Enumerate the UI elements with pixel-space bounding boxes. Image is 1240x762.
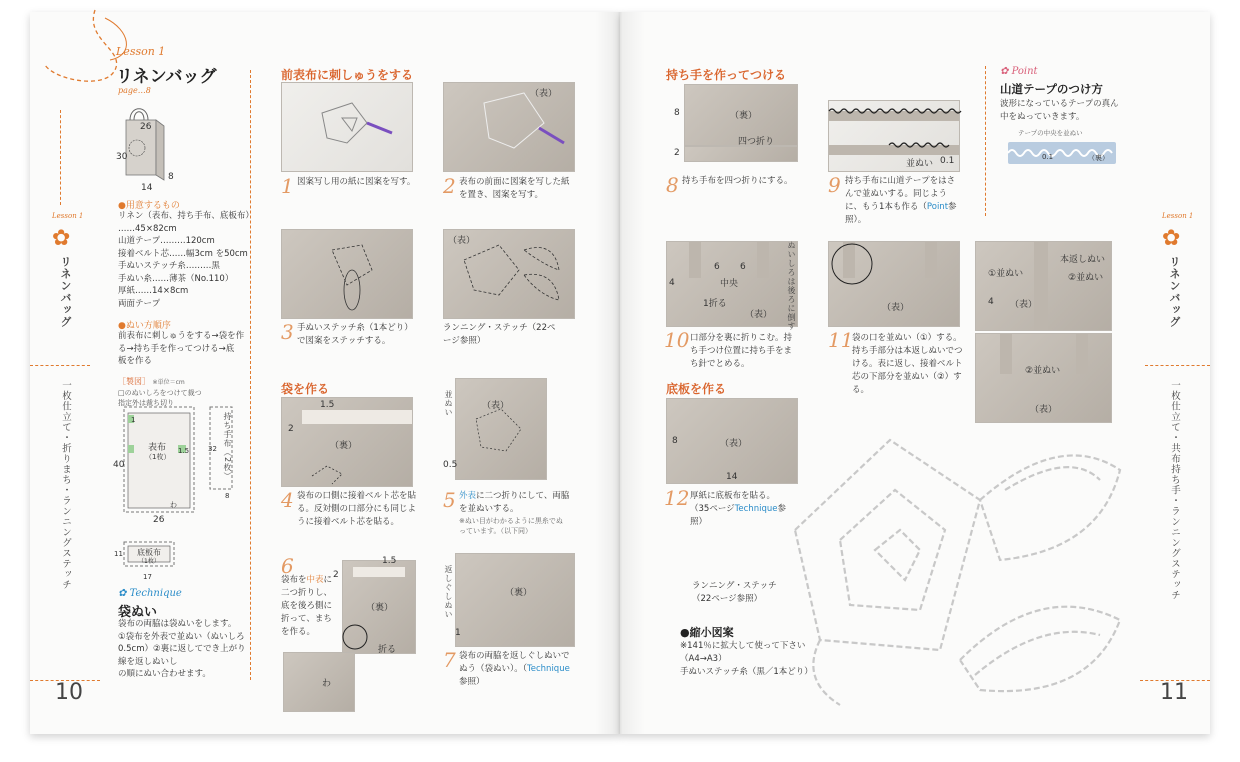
step-number: 5	[443, 488, 456, 512]
running-stitch-label: ランニング・ステッチ （22ページ参照）	[692, 581, 777, 604]
step-1-caption: 図案写し用の紙に図案を写す。	[297, 177, 416, 187]
pattern-seam-15: 1.5	[178, 447, 190, 455]
bag-dim-height: 30	[116, 152, 128, 162]
bag-dim-top: 26	[140, 122, 152, 132]
side-lesson-label: Lesson 1	[1162, 212, 1194, 220]
detail-circle	[830, 242, 874, 286]
step-11-a: ①並ぬい	[988, 269, 1024, 279]
page-reference: page…8	[118, 86, 151, 95]
step-2-caption: 表布の前面に図案を写した紙を置き、図案を写す。	[459, 177, 570, 200]
step-5-side: 並ぬい	[444, 390, 453, 417]
step-4-caption: 袋布の口側に接着ベルト芯を貼る。反対側の口部分にも同じように接着ベルト芯を貼る。	[297, 491, 417, 527]
pattern-width: 26	[153, 515, 165, 525]
step-3-result-label: （表）	[448, 236, 476, 246]
bottom-width: 17	[143, 573, 152, 581]
step-2-label: （表）	[530, 89, 558, 99]
pattern-body-label: 表布	[148, 443, 167, 453]
point-title: 山道テープのつけ方	[1000, 82, 1103, 96]
step-4-m2: 2	[288, 424, 294, 434]
pattern-seam-1: 1	[131, 416, 136, 424]
step-8-fold-photo	[684, 146, 798, 162]
step-5-caption: 外表に二つ折りにして、両脇を並ぬいする。	[459, 491, 570, 514]
step-8-fold: 四つ折り	[738, 137, 775, 147]
materials-heading: ●用意するもの	[118, 201, 180, 211]
side-lesson-label: Lesson 1	[52, 212, 84, 220]
step-11-back: 本返しぬい	[1060, 255, 1106, 265]
step-3-result-caption: ランニング・ステッチ（22ページ参照）	[443, 323, 556, 346]
step-6-m2: 2	[333, 570, 339, 580]
material-item: 手ぬい糸……薄茶（No.110）	[118, 273, 234, 284]
step-5-note: ※ぬい目がわかるように黒糸でぬっています。（以下同）	[459, 517, 563, 535]
side-divider-h	[1145, 365, 1210, 366]
step-number: 1	[281, 174, 294, 198]
bottom-count: （1枚）	[138, 558, 160, 565]
step-10-center: 中央	[720, 279, 739, 289]
step-4-m1: 1.5	[320, 400, 335, 410]
point-text: 波形になっているテープの真ん 中をぬっていきます。	[1000, 99, 1119, 122]
point-tape-margin: 0.1	[1042, 153, 1054, 161]
pattern-legend: □のぬいしろをつけて裁つ 指定外は裁ち切り	[118, 389, 202, 407]
step-12-m14: 14	[726, 472, 738, 482]
step-10-fold: 1折る	[703, 299, 727, 309]
page-title: リネンバッグ	[116, 67, 217, 87]
step-10-m6a: 6	[714, 262, 720, 272]
materials-list	[118, 210, 254, 310]
detail-circle	[340, 622, 370, 652]
material-item: 接着ベルト芯……幅3cm を50cm	[118, 248, 248, 259]
side-divider	[60, 110, 61, 205]
step-7-photo	[455, 553, 575, 647]
pattern-body-count: （1枚）	[145, 453, 171, 461]
step-11-b: ②並ぬい	[1068, 273, 1104, 283]
step-11-b2: ②並ぬい	[1025, 366, 1061, 376]
section-heading-bag: 袋を作る	[281, 382, 330, 396]
side-subtitle: 一枚仕立て・折りまち・ランニングステッチ	[60, 380, 71, 590]
step-6-wa: わ	[322, 679, 332, 689]
step-11-m4: 4	[988, 297, 994, 307]
technique-text: 袋布の両脇は袋ぬいをします。 ①袋布を外表で並ぬい（ぬいしろ 0.5cm）②裏に返してでき上がり 線を返しぬいし の順にぬい合わせます。	[118, 619, 246, 679]
material-item: 山道テープ………120cm	[118, 236, 215, 246]
material-item: 両面テープ	[118, 298, 161, 309]
lesson-label: Lesson 1	[116, 45, 166, 58]
step-11-label2: （表）	[1030, 405, 1058, 415]
point-tape-label: テープの中央を並ぬい	[1018, 129, 1083, 137]
step-1-photo	[281, 82, 413, 172]
step-4-label: （裏）	[330, 441, 358, 451]
step-6-detail-photo	[283, 652, 355, 712]
step-10-m6b: 6	[740, 262, 746, 272]
step-7-label: （裏）	[505, 588, 533, 598]
step-9-margin: 0.1	[940, 156, 955, 166]
column-divider	[250, 70, 251, 680]
step-11-label: （表）	[882, 303, 910, 313]
pattern-fold-mark: わ	[170, 501, 177, 509]
section-heading-handles: 持ち手を作ってつける	[666, 68, 787, 82]
flower-icon: ✿	[118, 588, 127, 599]
bottom-label: 底板布	[137, 548, 161, 557]
point-divider	[985, 66, 986, 216]
step-10-label: （表）	[745, 310, 773, 320]
step-number: 8	[666, 173, 679, 197]
step-5-margin: 0.5	[443, 460, 458, 470]
step-number: 9	[828, 173, 841, 197]
material-item: ……45×82cm	[118, 223, 177, 234]
flower-icon: ✿	[1000, 66, 1009, 77]
section-heading-bottom: 底板を作る	[666, 382, 727, 396]
step-number: 4	[281, 488, 294, 512]
step-12-m8: 8	[672, 436, 678, 446]
step-number: 3	[281, 320, 294, 344]
step-7-caption: 袋布の両脇を返しぐしぬいでぬう（袋ぬい）。（Technique参照）	[459, 651, 570, 687]
page-number: 11	[1160, 680, 1188, 705]
step-3-caption: 手ぬいステッチ糸（1本どり）で図案をステッチする。	[297, 323, 413, 346]
step-9-stitch: 並ぬい	[906, 159, 934, 169]
page-number: 10	[55, 680, 83, 705]
side-title: リネンバッグ	[1168, 256, 1181, 328]
step-6-m1: 1.5	[382, 556, 397, 566]
step-10-caption: 口部分を裏に折りこむ。持ち手つけ位置に持ち手をまち針でとめる。	[690, 333, 793, 369]
step-number: 12	[664, 486, 690, 510]
step-8-label: （裏）	[730, 111, 758, 121]
bag-illustration	[110, 100, 190, 190]
embroidery-pattern	[780, 410, 1140, 720]
pattern-handle-label: 持ち手布（2枚）	[223, 412, 232, 482]
step-10-side: ぬいしろは後ろに倒す	[787, 241, 796, 331]
step-number: 7	[443, 648, 456, 672]
step-11-detail-label: （表）	[1010, 300, 1038, 310]
pattern-height: 40	[113, 460, 125, 470]
side-divider-h	[30, 365, 90, 366]
pattern-heading: ［製図］ ※単位＝cm	[118, 377, 185, 386]
point-badge: ✿ Point	[1000, 66, 1038, 77]
step-number: 10	[664, 328, 690, 352]
step-9-caption: 持ち手布に山道テープをはさんで並ぬいする。同じように、もう1本も作る（Point参照）。	[845, 176, 957, 225]
step-12-caption: 厚紙に底板布を貼る。（35ページTechnique参照）	[690, 491, 786, 527]
step-6-fold: 折る	[378, 645, 397, 655]
material-item: 手ぬいステッチ糸………黒	[118, 261, 220, 271]
step-number: 2	[443, 174, 456, 198]
step-10-m4: 4	[669, 278, 675, 288]
pattern-handle-width: 8	[225, 492, 230, 500]
bag-dim-depth: 8	[168, 172, 174, 182]
step-5-photo	[455, 378, 547, 480]
side-title: リネンバッグ	[59, 256, 72, 328]
section-heading-embroidery: 前表布に刺しゅうをする	[281, 68, 414, 82]
step-11-caption: 袋の口を並ぬい（①）する。持ち手部分は本返しぬいでつける。表に返し、接着ベルト芯の下部分を並ぬい（②）する。	[852, 333, 963, 395]
step-8-caption: 持ち手布を四つ折りにする。	[682, 176, 793, 186]
flower-icon: ✿	[52, 226, 71, 251]
order-heading: ●ぬい方順序	[118, 321, 171, 331]
step-3-photo	[281, 229, 413, 319]
order-text: 前表布に刺しゅうをする→袋を作 る→持ち手を作ってつける→底 板を作る	[118, 331, 245, 366]
step-5-label: （表）	[482, 401, 510, 411]
bag-dim-width: 14	[141, 183, 153, 193]
material-item: 厚紙……14×8cm	[118, 286, 189, 296]
spine-shadow	[595, 12, 645, 734]
step-8-m1: 8	[674, 108, 680, 118]
reduced-text: ※141％に拡大して使って下さい （A4→A3） 手ぬいステッチ糸（黒／1本どり）	[680, 641, 813, 677]
pattern-handle-height: 32	[208, 445, 217, 453]
step-8-m2: 2	[674, 148, 680, 158]
bottom-height: 11	[114, 550, 123, 558]
reduced-heading: ●縮小図案	[680, 626, 734, 639]
flower-icon: ✿	[1162, 226, 1181, 251]
step-number: 6	[281, 554, 294, 578]
technique-badge: ✿ Technique	[118, 588, 182, 599]
step-12-label: （表）	[720, 439, 748, 449]
point-tape-label2: （裏）	[1088, 154, 1109, 162]
side-subtitle: 一枚仕立て・共布持ち手・ランニングステッチ	[1169, 380, 1180, 601]
step-7-side: 返しぐしぬい	[444, 565, 453, 619]
step-6-caption: 袋布を中表に二つ折りし、底を後ろ側に折って、まちを作る。	[281, 575, 333, 637]
material-item: リネン（表布、持ち手布、底板布）	[118, 211, 254, 221]
step-number: 11	[828, 328, 854, 352]
step-7-margin: 1	[455, 628, 461, 638]
step-6-label: （裏）	[366, 603, 394, 613]
technique-title: 袋ぬい	[118, 605, 158, 620]
